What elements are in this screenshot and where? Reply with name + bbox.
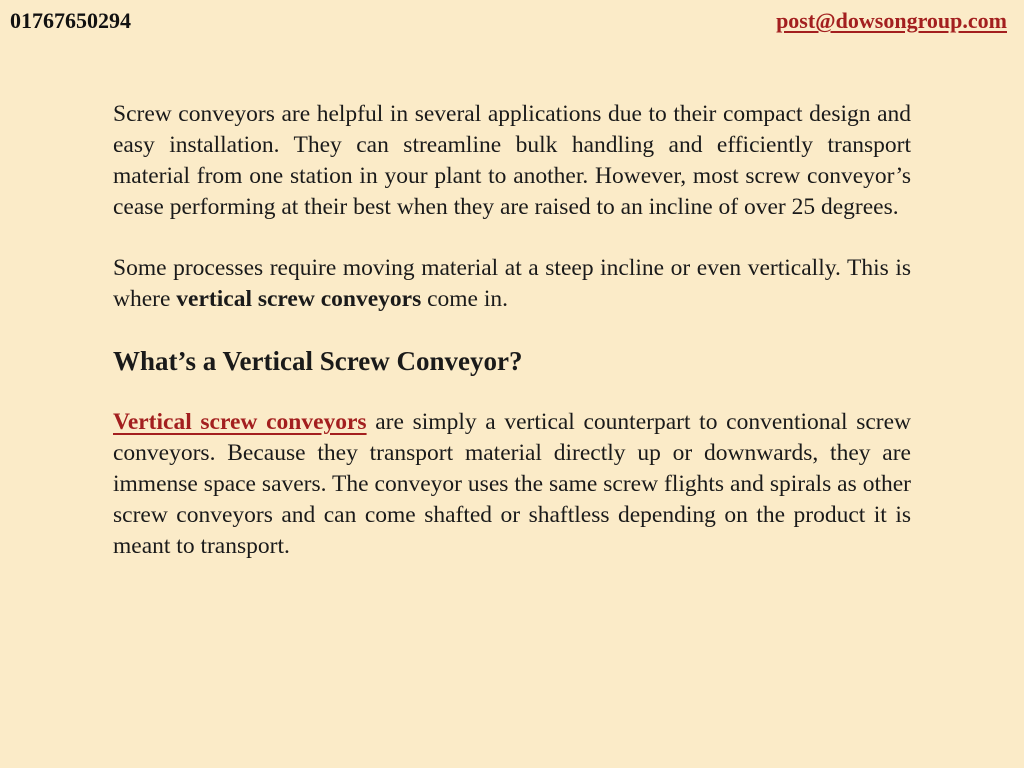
intro-paragraph: Screw conveyors are helpful in several applications due to their compact design and easy installation. They can streamline bulk handling and efficiently transport material from one station in your plant to another. However, most screw conveyor’s cease performing at their best when they are raised to an incline of over 25 degrees. — [113, 101, 911, 220]
email-link[interactable]: post@dowsongroup.com — [776, 8, 1007, 33]
phone-number: 01767650294 — [10, 8, 131, 33]
third-paragraph-text: are simply a vertical counterpart to conventional screw conveyors. Because they transport material directly up or downwards, they are immense space savers. The conveyor uses the same screw flights and spirals as other screw conveyors and can come shafted or shaftless depending on the product it is meant to transport. — [113, 409, 911, 559]
third-paragraph — [113, 407, 911, 562]
vertical-screw-conveyors-link[interactable]: Vertical screw conveyors — [113, 409, 367, 435]
bold-term: vertical screw conveyors — [176, 286, 422, 312]
main-content — [113, 99, 911, 592]
section-heading: What’s a Vertical Screw Conveyor? — [113, 346, 523, 376]
second-paragraph-text: Some processes require moving material at a steep incline or even vertically. This is where — [113, 255, 911, 312]
second-paragraph-end: come in. — [421, 286, 509, 312]
second-paragraph — [113, 253, 911, 315]
